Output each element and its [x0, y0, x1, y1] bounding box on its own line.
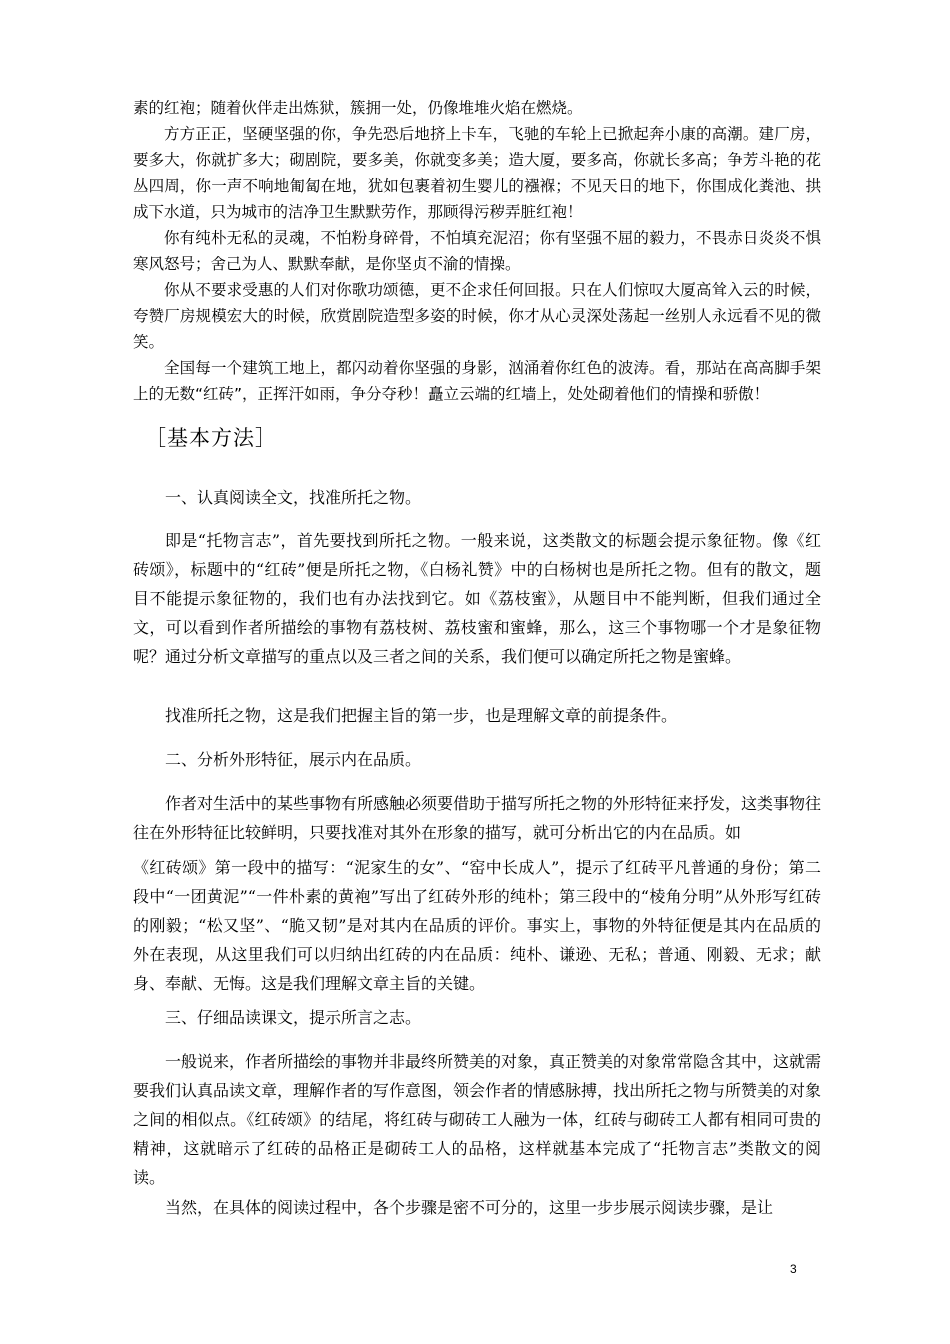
closing-paragraph: 当然，在具体的阅读过程中，各个步骤是密不可分的，这里一步步展示阅读步骤，是让 — [165, 1198, 774, 1217]
essay-paragraph-4: 你从不要求受惠的人们对你歌功颂德，更不企求任何回报。只在人们惊叹大厦高耸入云的时候，夸赞厂房规模宏大的时候，欣赏剧院造型多姿的时候，你才从心灵深处荡起一丝别人永远看不见的微笑。 — [133, 281, 821, 351]
essay-paragraph-1: 素的红袍；随着伙伴走出炼狱，簇拥一处，仍像堆堆火焰在燃烧。 — [133, 99, 583, 117]
step3-body: 一般说来，作者所描绘的事物并非最终所赞美的对象，真正赞美的对象常常隐含其中，这就需要我们认真品读文章，理解作者的写作意图，领会作者的情感脉搏，找出所托之物与所赞美的对象之间的相似点。《红砖颂》的结尾，将红砖与砌砖工人融为一体，红砖与砌砖工人都有相同可贵的精神，这就暗示了红砖的品格正是砌砖工人的品格，这样就基本完成了“托物言志”类散文的阅读。 — [133, 1052, 822, 1187]
step2-body-part-b: 《红砖颂》第一段中的描写：“泥家生的女”、“窑中长成人”，提示了红砖平凡普通的身份；第二段中“一团黄泥”“一件朴素的黄袍”写出了红砖外形的纯朴；第三段中的“棱角分明”从外形写红砖的刚毅；“松又坚”、“脆又韧”是对其内在品质的评价。事实上，事物的外特征便是其内在品质的外在表现，从这里我们可以归纳出红砖的内在品质：纯朴、谦逊、无私；普通、刚毅、无求；献身、奉献、无悔。这是我们理解文章主旨的关键。 — [133, 858, 821, 993]
step2-body-part-a: 作者对生活中的某些事物有所感触必须要借助于描写所托之物的外形特征来抒发，这类事物往往在外形特征比较鲜明，只要找准对其外在形象的描写，就可分析出它的内在品质。如 — [133, 794, 822, 842]
essay-paragraph-3: 你有纯朴无私的灵魂，不怕粉身碎骨，不怕填充泥沼；你有坚强不屈的毅力，不畏赤日炎炎不惧寒风怒号；舍己为人、默默奉献，是你坚贞不渝的情操。 — [133, 229, 821, 273]
section-heading: ［基本方法］ — [145, 426, 277, 450]
step1-note: 找准所托之物，这是我们把握主旨的第一步，也是理解文章的前提条件。 — [165, 706, 678, 725]
step3-title: 三、仔细品读课文，提示所言之志。 — [165, 1008, 422, 1027]
step1-body: 即是“托物言志”，首先要找到所托之物。一般来说，这类散文的标题会提示象征物。像《红砖颂》，标题中的“红砖”便是所托之物，《白杨礼赞》中的白杨树也是所托之物。但有的散文，题目不能提示象征物的，我们也有办法找到它。如《荔枝蜜》，从题目中不能判断，但我们通过全文，可以看到作者所描绘的事物有荔枝树、荔枝蜜和蜜蜂，那么，这三个事物哪一个才是象征物呢？通过分析文章描写的重点以及三者之间的关系，我们便可以确定所托之物是蜜蜂。 — [133, 531, 821, 666]
essay-paragraph-2: 方方正正，坚硬坚强的你，争先恐后地挤上卡车，飞驰的车轮上已掀起奔小康的高潮。建厂房，要多大，你就扩多大；砌剧院，要多美，你就变多美；造大厦，要多高，你就长多高；争芳斗艳的花丛四周，你一声不响地匍匐在地，犹如包裹着初生婴儿的襁褓；不见天日的地下，你围成化粪池、拱成下水道，只为城市的洁净卫生默默劳作，那顾得污秽弄脏红袍！ — [133, 125, 821, 221]
essay-paragraph-5: 全国每一个建筑工地上，都闪动着你坚强的身影，汹涌着你红色的波涛。看，那站在高高脚手架上的无数“红砖”，正挥汗如雨，争分夺秒！矗立云端的红墙上，处处砌着他们的情操和骄傲！ — [133, 359, 821, 403]
step1-title: 一、认真阅读全文，找准所托之物。 — [165, 488, 422, 507]
essay-excerpt — [133, 95, 821, 407]
step2-title: 二、分析外形特征，展示内在品质。 — [165, 750, 422, 769]
page-number: 3 — [790, 1262, 797, 1276]
